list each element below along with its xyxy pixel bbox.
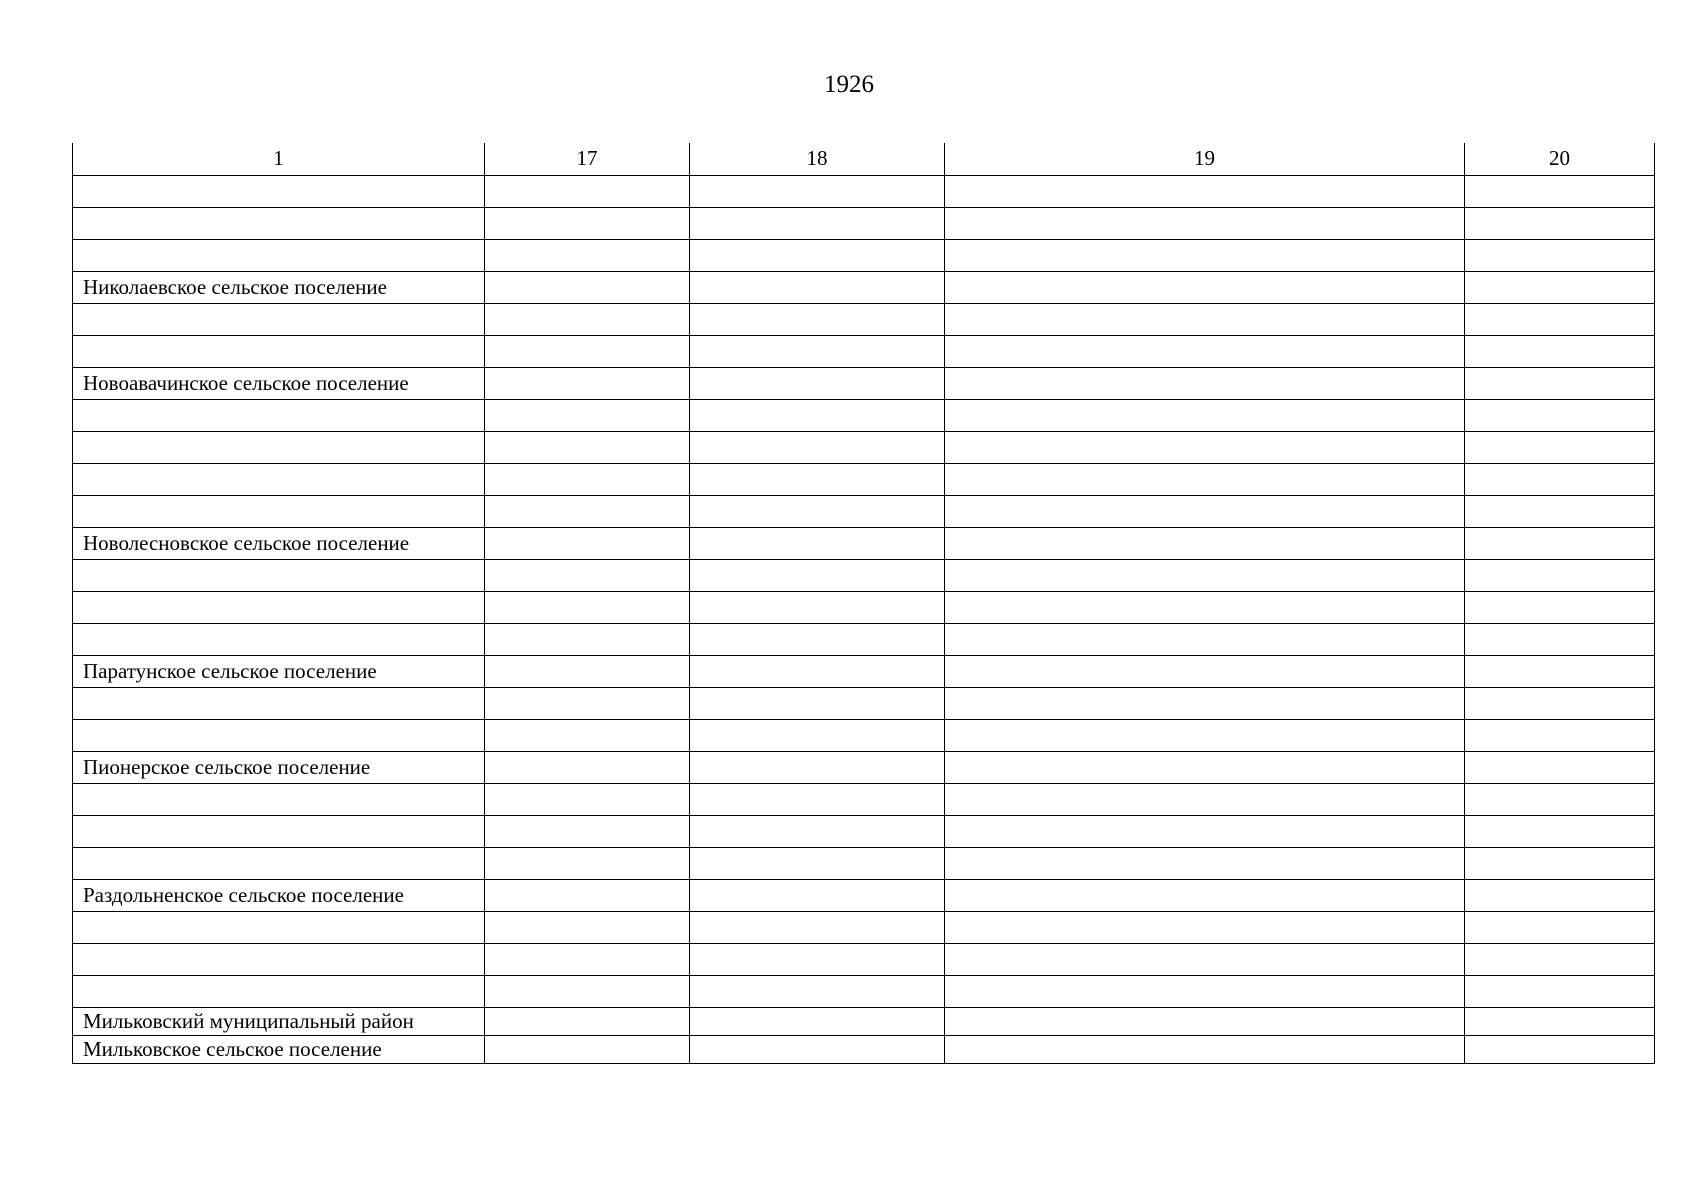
empty-cell	[945, 1007, 1465, 1035]
empty-cell	[1465, 207, 1655, 239]
empty-cell	[485, 1035, 690, 1063]
row-name-cell: Паратунское сельское поселение	[73, 655, 485, 687]
empty-cell	[945, 335, 1465, 367]
table-row	[73, 783, 1655, 815]
empty-cell	[945, 175, 1465, 207]
row-name-cell	[73, 591, 485, 623]
empty-cell	[1465, 463, 1655, 495]
empty-cell	[485, 783, 690, 815]
empty-cell	[690, 815, 945, 847]
empty-cell	[1465, 783, 1655, 815]
data-table	[72, 143, 1655, 1064]
empty-cell	[690, 303, 945, 335]
empty-cell	[945, 399, 1465, 431]
row-name-cell: Николаевское сельское поселение	[73, 271, 485, 303]
empty-cell	[1465, 559, 1655, 591]
empty-cell	[690, 591, 945, 623]
table-row	[73, 815, 1655, 847]
row-name-cell	[73, 239, 485, 271]
empty-cell	[485, 751, 690, 783]
table-row	[73, 655, 1655, 687]
table-row	[73, 175, 1655, 207]
empty-cell	[945, 239, 1465, 271]
empty-cell	[945, 975, 1465, 1007]
empty-cell	[945, 655, 1465, 687]
empty-cell	[485, 335, 690, 367]
empty-cell	[485, 815, 690, 847]
empty-cell	[690, 431, 945, 463]
row-name-cell	[73, 623, 485, 655]
empty-cell	[1465, 591, 1655, 623]
empty-cell	[485, 623, 690, 655]
empty-cell	[485, 207, 690, 239]
table-row	[73, 239, 1655, 271]
empty-cell	[485, 271, 690, 303]
row-name-cell	[73, 399, 485, 431]
row-name-cell	[73, 687, 485, 719]
empty-cell	[485, 655, 690, 687]
row-name-cell	[73, 719, 485, 751]
empty-cell	[485, 591, 690, 623]
empty-cell	[485, 495, 690, 527]
table-row	[73, 1035, 1655, 1063]
empty-cell	[945, 847, 1465, 879]
empty-cell	[1465, 623, 1655, 655]
empty-cell	[945, 495, 1465, 527]
empty-cell	[690, 783, 945, 815]
table-row	[73, 623, 1655, 655]
row-name-cell	[73, 207, 485, 239]
empty-cell	[690, 751, 945, 783]
row-name-cell	[73, 911, 485, 943]
empty-cell	[485, 527, 690, 559]
empty-cell	[485, 463, 690, 495]
empty-cell	[485, 239, 690, 271]
row-name-cell	[73, 303, 485, 335]
empty-cell	[945, 719, 1465, 751]
column-header-18: 18	[690, 143, 945, 175]
table-row	[73, 463, 1655, 495]
table-row	[73, 559, 1655, 591]
empty-cell	[945, 207, 1465, 239]
empty-cell	[690, 335, 945, 367]
empty-cell	[1465, 1007, 1655, 1035]
empty-cell	[690, 911, 945, 943]
empty-cell	[945, 431, 1465, 463]
empty-cell	[1465, 527, 1655, 559]
table-row	[73, 591, 1655, 623]
empty-cell	[690, 559, 945, 591]
empty-cell	[690, 623, 945, 655]
row-name-cell	[73, 335, 485, 367]
empty-cell	[690, 719, 945, 751]
empty-cell	[485, 431, 690, 463]
empty-cell	[1465, 847, 1655, 879]
table-row	[73, 975, 1655, 1007]
empty-cell	[945, 271, 1465, 303]
table-row	[73, 751, 1655, 783]
row-name-cell	[73, 431, 485, 463]
empty-cell	[945, 751, 1465, 783]
empty-cell	[945, 879, 1465, 911]
empty-cell	[1465, 687, 1655, 719]
empty-cell	[1465, 271, 1655, 303]
row-name-cell	[73, 495, 485, 527]
table-row	[73, 687, 1655, 719]
empty-cell	[1465, 303, 1655, 335]
empty-cell	[690, 975, 945, 1007]
table-row	[73, 303, 1655, 335]
column-header-17: 17	[485, 143, 690, 175]
empty-cell	[485, 911, 690, 943]
empty-cell	[690, 239, 945, 271]
table-row	[73, 335, 1655, 367]
empty-cell	[1465, 911, 1655, 943]
empty-cell	[1465, 495, 1655, 527]
table-row	[73, 399, 1655, 431]
row-name-cell: Новоавачинское сельское поселение	[73, 367, 485, 399]
empty-cell	[1465, 815, 1655, 847]
empty-cell	[1465, 175, 1655, 207]
table-header	[73, 143, 1655, 175]
column-header-20: 20	[1465, 143, 1655, 175]
empty-cell	[945, 943, 1465, 975]
table-row	[73, 207, 1655, 239]
table-row	[73, 879, 1655, 911]
row-name-cell	[73, 975, 485, 1007]
empty-cell	[1465, 239, 1655, 271]
empty-cell	[690, 1007, 945, 1035]
empty-cell	[1465, 943, 1655, 975]
row-name-cell: Мильковское сельское поселение	[73, 1035, 485, 1063]
empty-cell	[945, 783, 1465, 815]
empty-cell	[1465, 335, 1655, 367]
empty-cell	[690, 1035, 945, 1063]
empty-cell	[1465, 367, 1655, 399]
empty-cell	[945, 463, 1465, 495]
column-header-1: 1	[73, 143, 485, 175]
row-name-cell: Пионерское сельское поселение	[73, 751, 485, 783]
row-name-cell	[73, 847, 485, 879]
empty-cell	[485, 943, 690, 975]
empty-cell	[945, 591, 1465, 623]
empty-cell	[945, 559, 1465, 591]
row-name-cell: Раздольненское сельское поселение	[73, 879, 485, 911]
empty-cell	[1465, 751, 1655, 783]
empty-cell	[485, 975, 690, 1007]
empty-cell	[690, 175, 945, 207]
table-row	[73, 943, 1655, 975]
row-name-cell	[73, 559, 485, 591]
empty-cell	[1465, 655, 1655, 687]
empty-cell	[945, 815, 1465, 847]
empty-cell	[1465, 719, 1655, 751]
row-name-cell	[73, 463, 485, 495]
table-row	[73, 367, 1655, 399]
table-row	[73, 1007, 1655, 1035]
empty-cell	[945, 687, 1465, 719]
column-header-19: 19	[945, 143, 1465, 175]
empty-cell	[1465, 879, 1655, 911]
table-row	[73, 719, 1655, 751]
empty-cell	[690, 655, 945, 687]
row-name-cell	[73, 175, 485, 207]
empty-cell	[485, 175, 690, 207]
empty-cell	[485, 1007, 690, 1035]
empty-cell	[945, 623, 1465, 655]
empty-cell	[1465, 975, 1655, 1007]
empty-cell	[485, 303, 690, 335]
table-row	[73, 271, 1655, 303]
table-body	[73, 175, 1655, 1063]
row-name-cell	[73, 943, 485, 975]
table-row	[73, 911, 1655, 943]
empty-cell	[690, 271, 945, 303]
empty-cell	[945, 911, 1465, 943]
empty-cell	[690, 495, 945, 527]
row-name-cell	[73, 783, 485, 815]
row-name-cell: Новолесновское сельское поселение	[73, 527, 485, 559]
table-row	[73, 847, 1655, 879]
empty-cell	[1465, 431, 1655, 463]
empty-cell	[690, 527, 945, 559]
empty-cell	[485, 847, 690, 879]
empty-cell	[690, 207, 945, 239]
row-name-cell: Мильковский муниципальный район	[73, 1007, 485, 1035]
row-name-cell	[73, 815, 485, 847]
page-number: 1926	[824, 71, 874, 98]
empty-cell	[945, 367, 1465, 399]
empty-cell	[485, 879, 690, 911]
empty-cell	[690, 847, 945, 879]
empty-cell	[690, 943, 945, 975]
empty-cell	[690, 879, 945, 911]
empty-cell	[1465, 399, 1655, 431]
empty-cell	[945, 1035, 1465, 1063]
empty-cell	[1465, 1035, 1655, 1063]
table-row	[73, 431, 1655, 463]
empty-cell	[690, 463, 945, 495]
table-row	[73, 527, 1655, 559]
empty-cell	[485, 399, 690, 431]
empty-cell	[690, 399, 945, 431]
table-row	[73, 495, 1655, 527]
empty-cell	[485, 559, 690, 591]
header-row	[73, 143, 1655, 175]
empty-cell	[690, 687, 945, 719]
empty-cell	[485, 367, 690, 399]
empty-cell	[485, 687, 690, 719]
empty-cell	[945, 303, 1465, 335]
empty-cell	[485, 719, 690, 751]
empty-cell	[690, 367, 945, 399]
empty-cell	[945, 527, 1465, 559]
